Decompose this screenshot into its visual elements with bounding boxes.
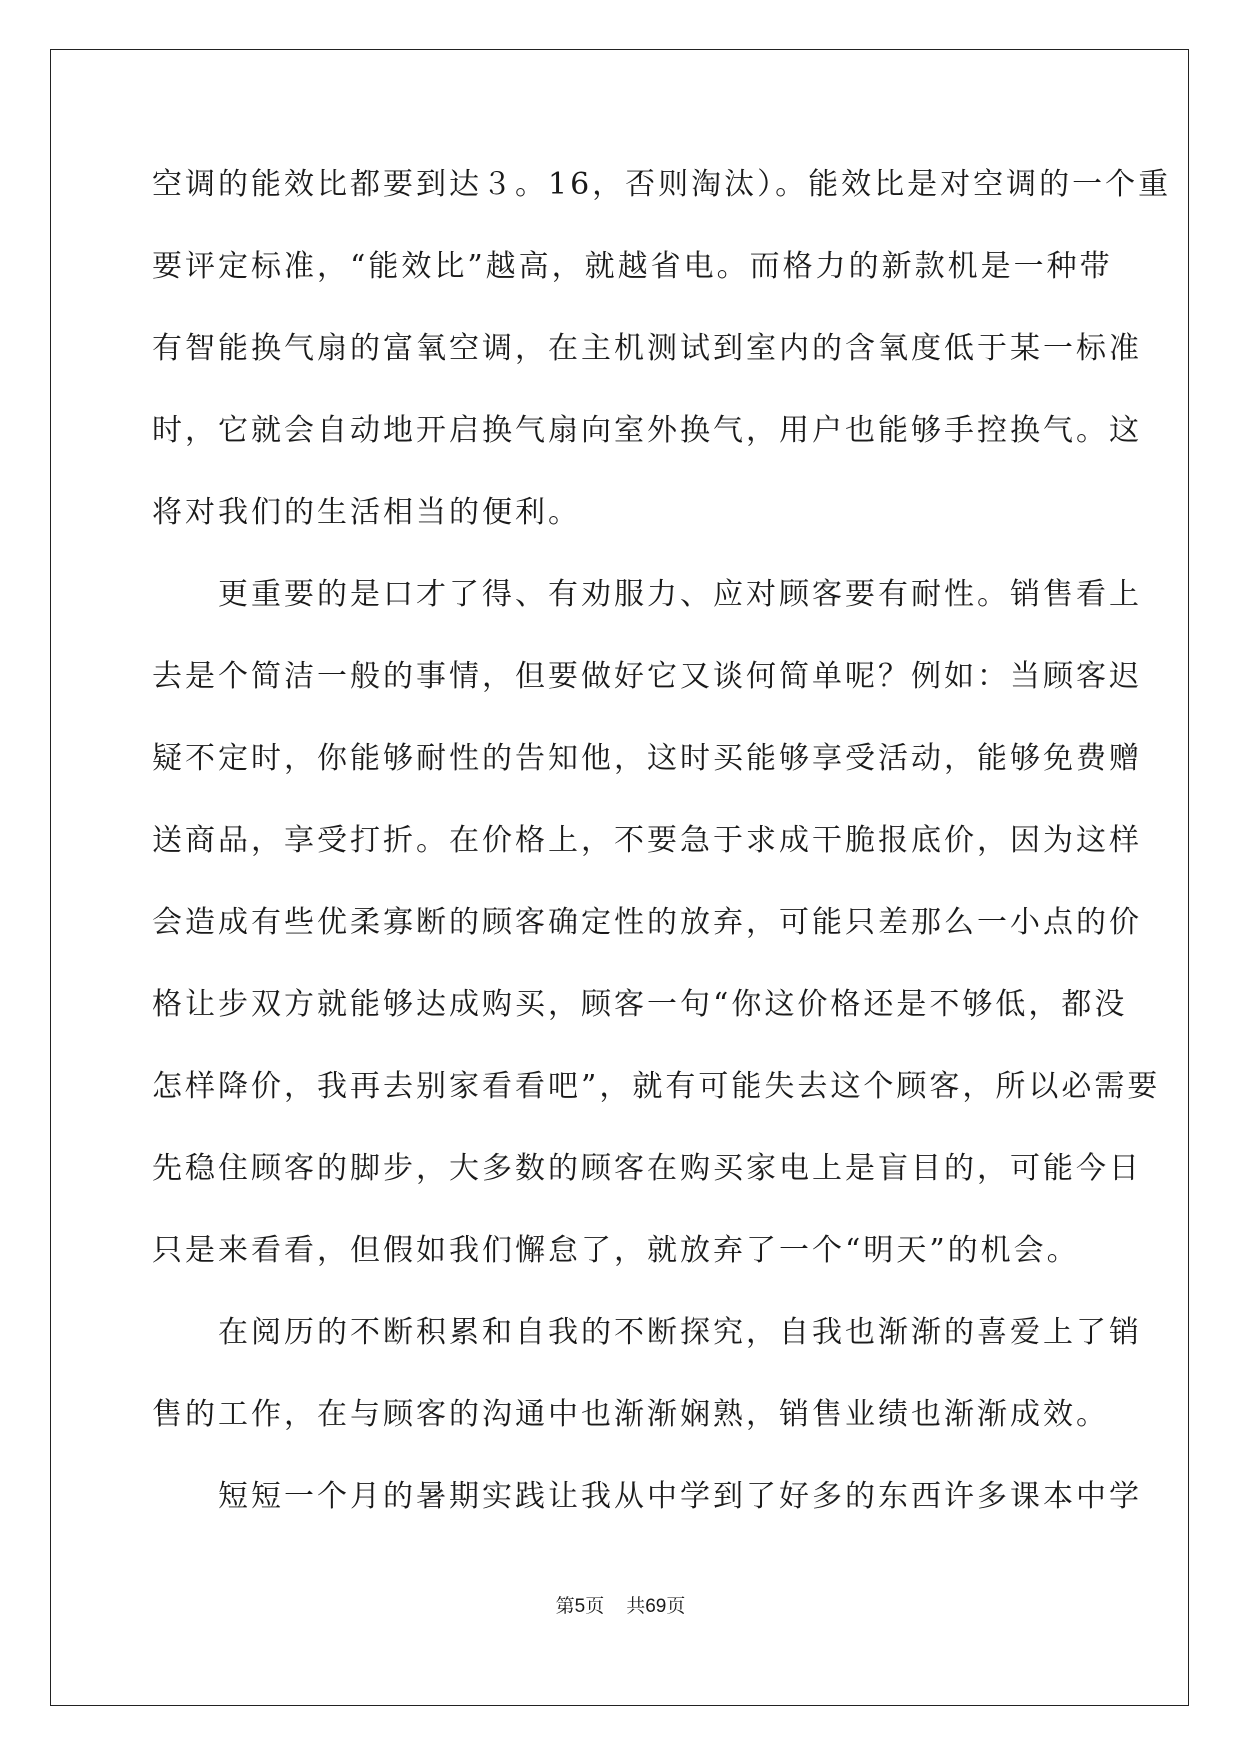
text-line: 送商品，享受打折。在价格上，不要急于求成干脆报底价，因为这样 <box>152 823 1142 858</box>
text-line: 短短一个月的暑期实践让我从中学到了好多的东西许多课本中学 <box>152 1479 1142 1514</box>
text-line: 只是来看看，但假如我们懈怠了，就放弃了一个“明天”的机会。 <box>152 1233 1080 1268</box>
text-line: 售的工作，在与顾客的沟通中也渐渐娴熟，销售业绩也渐渐成效。 <box>152 1397 1109 1432</box>
total-pages: 69 <box>645 1596 667 1617</box>
page-prefix: 第 <box>555 1596 575 1617</box>
text-line: 要评定标准，“能效比”越高，就越省电。而格力的新款机是一种带 <box>152 249 1113 284</box>
page-footer <box>0 1595 1241 1619</box>
text-line: 空调的能效比都要到达３。16，否则淘汰）。能效比是对空调的一个重 <box>152 167 1172 202</box>
text-line: 格让步双方就能够达成购买，顾客一句“你这价格还是不够低，都没 <box>152 987 1128 1022</box>
page-suffix: 页 <box>585 1596 605 1617</box>
text-line: 去是个简洁一般的事情，但要做好它又谈何简单呢？例如：当顾客迟 <box>152 659 1142 694</box>
text-line: 疑不定时，你能够耐性的告知他，这时买能够享受活动，能够免费赠 <box>152 741 1142 776</box>
text-line: 怎样降价，我再去别家看看吧”，就有可能失去这个顾客，所以必需要 <box>152 1069 1161 1104</box>
text-line: 会造成有些优柔寡断的顾客确定性的放弃，可能只差那么一小点的价 <box>152 905 1142 940</box>
document-body <box>152 160 1172 1554</box>
text-line: 更重要的是口才了得、有劝服力、应对顾客要有耐性。销售看上 <box>152 577 1142 612</box>
text-line: 在阅历的不断积累和自我的不断探究，自我也渐渐的喜爱上了销 <box>152 1315 1142 1350</box>
text-line: 有智能换气扇的富氧空调，在主机测试到室内的含氧度低于某一标准 <box>152 331 1142 366</box>
page-number: 5 <box>574 1596 586 1617</box>
text-line: 先稳住顾客的脚步，大多数的顾客在购买家电上是盲目的，可能今日 <box>152 1151 1142 1186</box>
text-line: 将对我们的生活相当的便利。 <box>152 495 581 530</box>
total-prefix: 共 <box>626 1596 646 1617</box>
total-suffix: 页 <box>666 1596 686 1617</box>
text-line: 时，它就会自动地开启换气扇向室外换气，用户也能够手控换气。这 <box>152 413 1142 448</box>
